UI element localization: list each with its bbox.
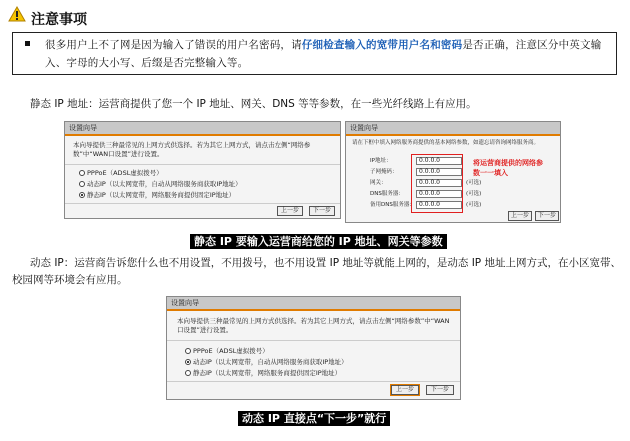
subnet-mask-input[interactable]: 0.0.0.0 [416, 168, 462, 176]
static-ip-paragraph: 静态 IP 地址：运营商提供了您一个 IP 地址、网关、DNS 等等参数，在一些光纤线路上有应用。 [30, 98, 477, 110]
ip-address-input[interactable]: 0.0.0.0 [416, 157, 462, 165]
option-label: PPPoE（ADSL虚拟拨号） [193, 347, 269, 355]
dynamic-ip-paragraph [12, 255, 622, 289]
warning-icon [8, 6, 26, 22]
next-button[interactable]: 下一步 [426, 385, 454, 395]
field-label-ip: IP地址： [370, 158, 392, 164]
radio-icon[interactable] [185, 370, 191, 376]
note-box [12, 32, 617, 75]
radio-dynamic-ip[interactable] [185, 358, 348, 367]
radio-icon[interactable] [185, 348, 191, 354]
annotation-text: 将运营商提供的网络参数一一填入 [473, 159, 543, 177]
field-label-dns: DNS服务器： [370, 191, 404, 197]
option-label: 静态IP（以太网宽带，网络服务商提供固定IP地址） [87, 191, 236, 199]
field-label-backup-dns: 备用DNS服务器： [370, 202, 415, 208]
next-button[interactable]: 下一步 [535, 211, 559, 221]
gateway-input[interactable]: 0.0.0.0 [416, 179, 462, 187]
radio-pppoe[interactable] [185, 347, 269, 356]
note-highlight: 仔细检查输入的宽带用户名和密码 [301, 39, 463, 51]
radio-dynamic-ip[interactable] [79, 180, 242, 189]
option-label: 动态IP（以太网宽带，自动从网络服务商获取IP地址） [87, 180, 242, 188]
prev-button[interactable]: 上一步 [277, 206, 303, 216]
dialog-description: 本向导提供三种最常见的上网方式供选择。若为其它上网方式，请点击左侧“网络参数”中“WAN口设置”进行设置。 [73, 141, 311, 158]
radio-icon[interactable] [79, 181, 85, 187]
bullet-icon [25, 41, 30, 46]
radio-selected-icon[interactable] [185, 359, 191, 365]
radio-static-ip[interactable] [79, 191, 235, 200]
note-text [45, 36, 610, 72]
note-pre: 很多用户上不了网是因为输入了错误的用户名密码，请 [45, 39, 302, 51]
note-post: 是否正确，注意区分中英文输入、字母的大小写、后缀是否完整输入等。 [45, 39, 602, 69]
option-label: 静态IP（以太网宽带，网络服务商提供固定IP地址） [193, 369, 342, 377]
option-label: PPPoE（ADSL虚拟拨号） [87, 169, 163, 177]
setup-wizard-dialog-1 [64, 121, 341, 219]
radio-icon[interactable] [79, 170, 85, 176]
page-title: 注意事项 [31, 12, 87, 28]
prev-button[interactable]: 上一步 [391, 385, 419, 395]
prev-button[interactable]: 上一步 [508, 211, 532, 221]
dynamic-ip-text: 动态 IP：运营商告诉您什么也不用设置，不用拨号，也不用设置 IP 地址等就能上网的，是动态 IP 地址上网方式，在小区宽带、校园网等环境会有应用。 [12, 257, 621, 286]
setup-wizard-dialog-2 [345, 121, 561, 223]
radio-pppoe[interactable] [79, 169, 163, 178]
radio-static-ip[interactable] [185, 369, 341, 378]
dialog-title: 设置向导 [167, 297, 460, 311]
field-label-mask: 子网掩码： [370, 169, 398, 175]
radio-selected-icon[interactable] [79, 192, 85, 198]
optional-label: (可选) [466, 202, 482, 208]
optional-label: (可选) [466, 180, 482, 186]
optional-label: (可选) [466, 191, 482, 197]
backup-dns-input[interactable]: 0.0.0.0 [416, 201, 462, 209]
dialog-description: 请在下框中填入网络服务商提供的基本网络参数，如遗忘请咨询网络服务商。 [352, 140, 540, 146]
setup-wizard-dialog-3 [166, 296, 461, 400]
caption-static: 静态 IP 要输入运营商给您的 IP 地址、网关等参数 [190, 234, 447, 249]
field-label-gateway: 网关： [370, 180, 387, 186]
caption-dynamic: 动态 IP 直接点“下一步”就行 [238, 411, 390, 426]
annotation-box [411, 154, 463, 213]
dns-input[interactable]: 0.0.0.0 [416, 190, 462, 198]
dialog-description: 本向导提供三种最常见的上网方式供选择。若为其它上网方式，请点击左侧“网络参数”中“WAN口设置”进行设置。 [177, 317, 450, 334]
option-label: 动态IP（以太网宽带，自动从网络服务商获取IP地址） [193, 358, 348, 366]
dialog-title: 设置向导 [65, 122, 340, 136]
next-button[interactable]: 下一步 [309, 206, 335, 216]
dialog-title: 设置向导 [346, 122, 560, 136]
